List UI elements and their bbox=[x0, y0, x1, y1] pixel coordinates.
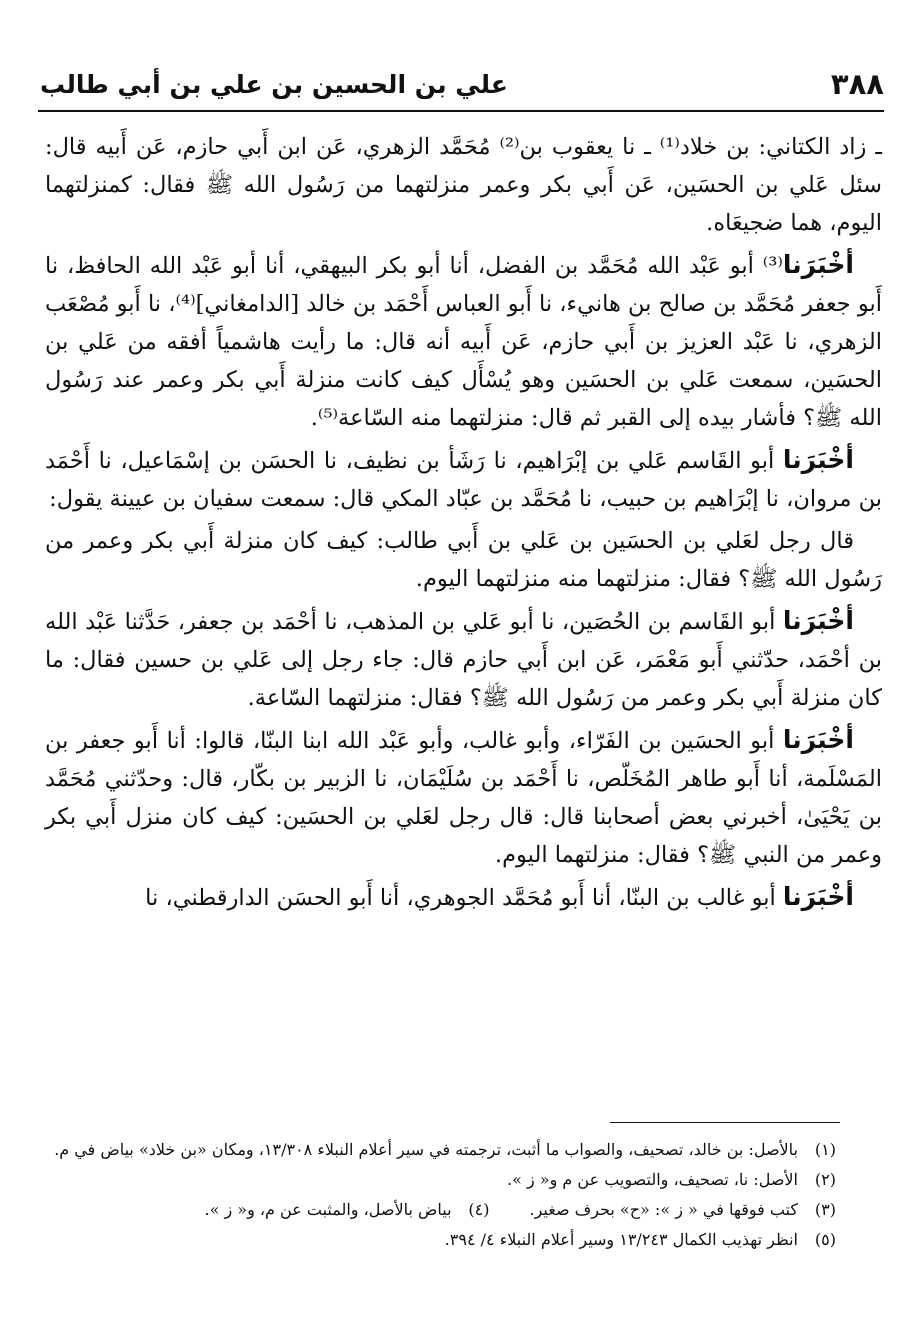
header-rule bbox=[38, 110, 884, 112]
akhbarana-lead: أخْبَرَنا bbox=[782, 882, 854, 911]
paragraph-7: أخْبَرَنا أبو غالب بن البنّا، أنا أَبو مُحَمَّد الجوهري، أنا أَبو الحسَن الدارقطني، نا bbox=[145, 882, 854, 911]
paragraph-3: أخْبَرَنا أبو القَاسم عَلي بن إبْرَاهيم، نا رَشَأ بن نظيف، نا الحسَن بن إسْمَاعيل، نا أَحْمَد بن مروان، نا إبْرَاهيم بن حبيب، نا مُحَمَّد بن عبّاد المكي قال: سمعت سفيان بن عيينة يقول: bbox=[45, 445, 882, 512]
akhbarana-lead: أخْبَرَنا bbox=[782, 445, 854, 474]
akhbarana-lead: أخْبَرَنا bbox=[782, 606, 854, 635]
footnote-5: (٥) انظر تهذيب الكمال ١٣/٢٤٣ وسير أعلام النبلاء ٤/ ٣٩٤. bbox=[444, 1230, 836, 1249]
paragraph-4: قال رجل لعَلي بن الحسَين بن عَلي بن أَبي طالب: كيف كان منزلة أَبي بكر وعمر من رَسُول الله ﷺ؟ فقال: منزلتهما منه منزلتهما اليوم. bbox=[45, 528, 882, 592]
footnote-2: (٢) الأصل: نا، تصحيف، والتصويب عن م و« ز ». bbox=[507, 1170, 836, 1189]
running-title: علي بن الحسين بن علي بن أبي طالب bbox=[40, 69, 508, 99]
footnote-1: (١) بالأصل: بن خالد، تصحيف، والصواب ما أثبت، ترجمته في سير أعلام النبلاء ١٣/٣٠٨، ومكان «بن خلاد» بياض في م. bbox=[54, 1140, 836, 1159]
footnote-4: (٤) بياض بالأصل، والمثبت عن م، و« ز ». bbox=[204, 1200, 490, 1219]
footnotes bbox=[40, 1135, 836, 1255]
footnote-row-3-4 bbox=[40, 1195, 836, 1225]
paragraph-6: أخْبَرَنا أبو الحسَين بن الفَرّاء، وأبو غالب، وأبو عَبْد الله ابنا البنّا، قالوا: أنا أَبو جعفر بن المَسْلَمة، أنا أَبو طاهر المُخَلّص، نا أَحْمَد بن سُلَيْمَان، نا الزبير بن بكّار، قال: وحدّثني مُحَمَّد بن يَحْيَىٰ، أخبرني بعض أصحابنا قال: قال رجل لعَلي بن الحسَين: كيف كان منزل أَبي بكر وعمر من النبي ﷺ؟ فقال: منزلتهما اليوم. bbox=[45, 725, 882, 868]
footnote-3: (٣) كتب فوقها في « ز »: «ح» بحرف صغير. bbox=[529, 1200, 836, 1219]
akhbarana-lead: أخْبَرَنا bbox=[782, 250, 854, 279]
akhbarana-lead: أخْبَرَنا bbox=[782, 725, 854, 754]
paragraph-5: أخْبَرَنا أبو القَاسم بن الحُصَين، نا أبو عَلي بن المذهب، نا أحْمَد بن جعفر، حَدَّثنا عَبْد الله بن أحْمَد، حدّثني أَبو مَعْمَر، عَن ابن أَبي حازم قال: جاء رجل إلى عَلي بن حسين فقال: ما كان منزلة أَبي بكر وعمر من رَسُول الله ﷺ؟ فقال: منزلتهما السّاعة. bbox=[45, 606, 882, 711]
main-text bbox=[45, 128, 882, 917]
paragraph-2: أخْبَرَنا⁽³⁾ أبو عَبْد الله مُحَمَّد بن الفضل، أنا أبو بكر البيهقي، أنا أبو عَبْد الله الحافظ، نا أَبو جعفر مُحَمَّد بن صالح بن هانيء، نا أَبو العباس أَحْمَد بن خالد [الدامغاني]⁽⁴⁾، نا أَبو مُصْعَب الزهري، نا عَبْد العزيز بن أَبي حازم، عَن أَبيه أنه قال: ما رأيت هاشمياً أفقه من عَلي بن الحسَين، سمعت عَلي بن الحسَين وهو يُسْأَل كيف كانت منزلة أَبي بكر وعمر عند رَسُول الله ﷺ؟ فأشار بيده إلى القبر ثم قال: منزلتهما منه السّاعة⁽⁵⁾. bbox=[45, 250, 883, 431]
paragraph-1: ـ زاد الكتاني: بن خلاد⁽¹⁾ ـ نا يعقوب بن⁽²⁾ مُحَمَّد الزهري، عَن ابن أَبي حازم، عَن أَبيه قال: سئل عَلي بن الحسَين، عَن أَبي بكر وعمر منزلتهما من رَسُول الله ﷺ فقال: كمنزلتهما اليوم، هما ضجيعَاه. bbox=[45, 134, 882, 236]
footnote-rule bbox=[610, 1122, 840, 1123]
page-header bbox=[40, 62, 884, 106]
page-number: ٣٨٨ bbox=[830, 67, 884, 101]
